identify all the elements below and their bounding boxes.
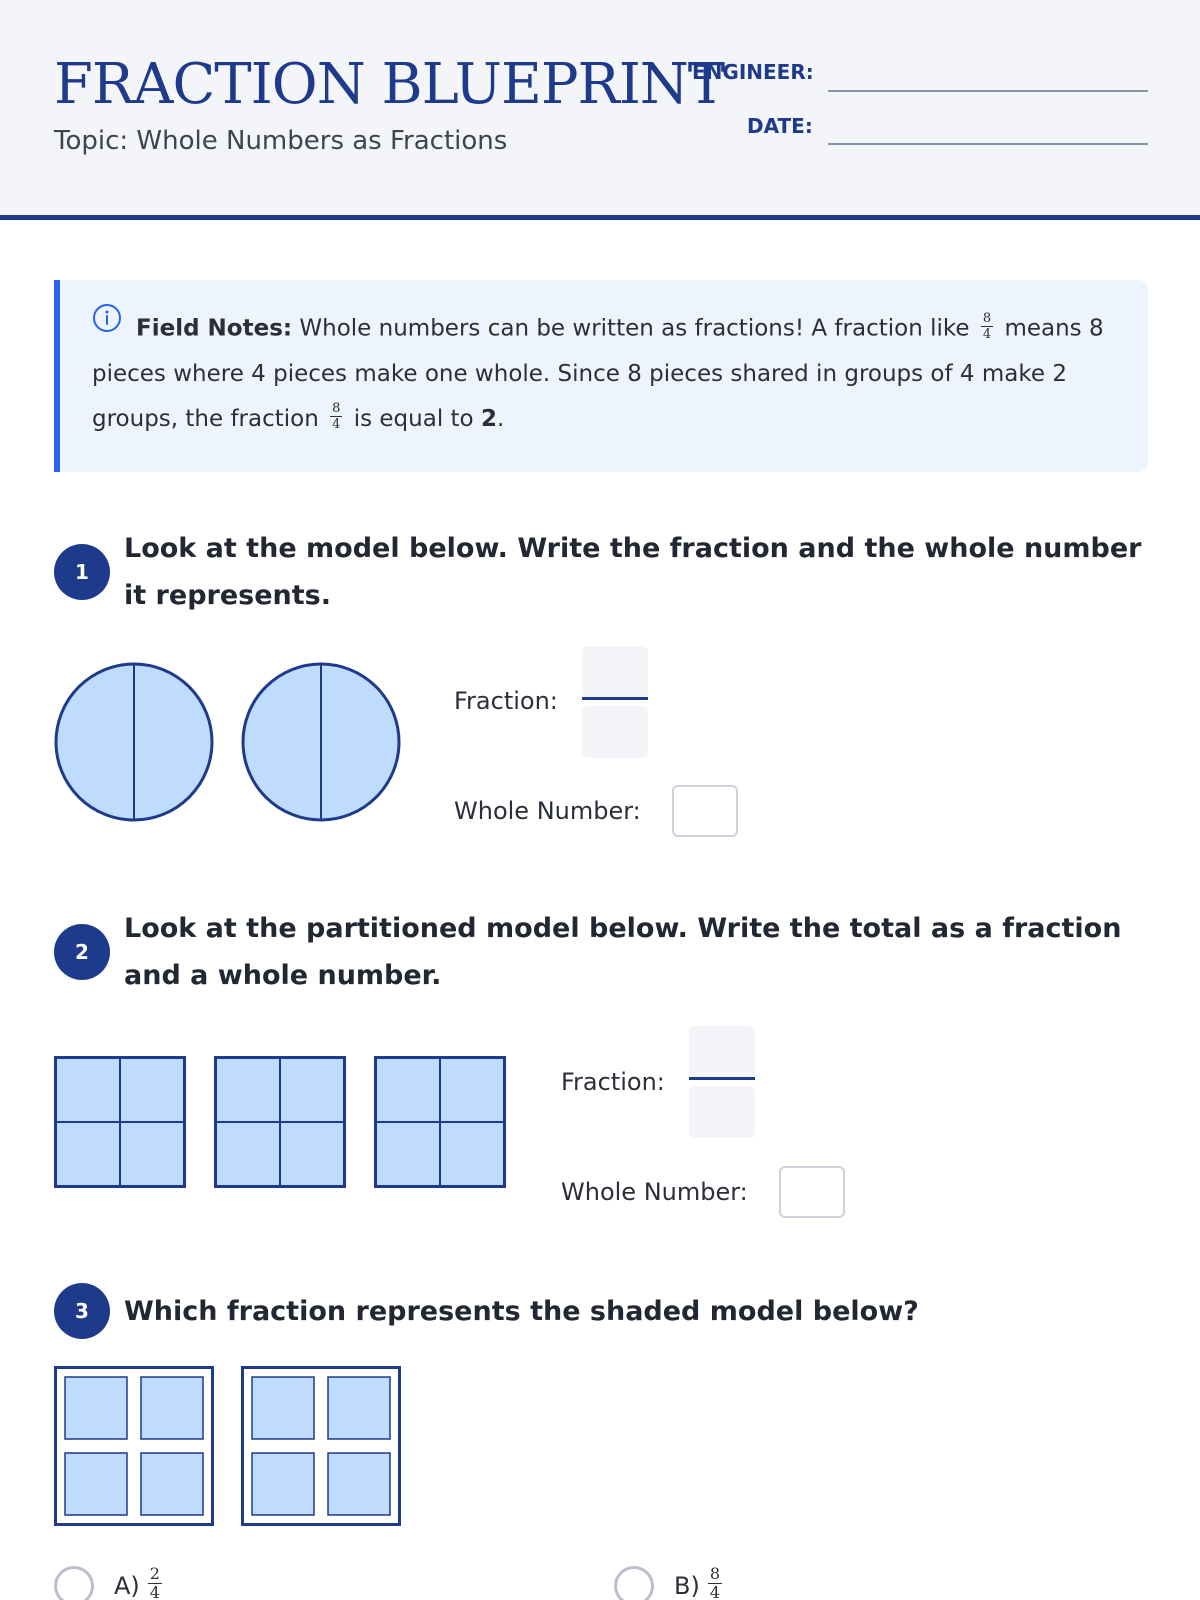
whole-number-label: Whole Number: — [454, 797, 641, 825]
notes-text-2: means 8 pieces where 4 pieces make one whole. Since 8 pieces shared in groups of 4 make 2 groups, the fraction — [92, 315, 1104, 432]
whole-number-input[interactable] — [779, 1166, 845, 1218]
field-notes-heading: Field Notes: — [136, 315, 293, 342]
notes-bold-value: 2 — [480, 406, 497, 432]
tile-model-2 — [241, 1366, 401, 1526]
numerator-input[interactable] — [689, 1026, 755, 1078]
square-model-2 — [214, 1056, 346, 1188]
question-2-text: Look at the partitioned model below. Write the total as a fraction and a whole number. — [124, 913, 1122, 991]
page-title: FRACTION BLUEPRINT — [54, 52, 725, 117]
fraction-label: Fraction: — [454, 687, 558, 715]
date-line[interactable] — [828, 143, 1148, 145]
fraction-label: Fraction: — [561, 1068, 665, 1096]
notes-text-3: is equal to — [353, 406, 474, 432]
engineer-label: ENGINEER: — [692, 60, 814, 84]
radio-button[interactable] — [614, 1566, 654, 1600]
circle-model-1 — [54, 662, 214, 822]
option-a[interactable] — [54, 1563, 166, 1600]
fraction-bar — [689, 1077, 755, 1080]
numerator-input[interactable] — [582, 646, 648, 698]
question-number-badge: 3 — [54, 1283, 110, 1339]
circle-model-2 — [241, 662, 401, 822]
option-letter: B) — [674, 1572, 700, 1600]
option-b[interactable] — [614, 1563, 726, 1600]
tile-model-1 — [54, 1366, 214, 1526]
fraction-bar — [582, 697, 648, 700]
engineer-name-line[interactable] — [828, 90, 1148, 92]
fraction-8-over-4: $\frac{8}{4}$ — [982, 310, 992, 342]
question-3-text: Which fraction represents the shaded model below? — [124, 1296, 919, 1327]
option-letter: A) — [114, 1572, 140, 1600]
option-fraction: $\frac{2}{4}$ — [149, 1563, 160, 1600]
topic-subtitle: Topic: Whole Numbers as Fractions — [54, 126, 508, 156]
denominator-input[interactable] — [582, 706, 648, 758]
denominator-input[interactable] — [689, 1086, 755, 1138]
question-number-badge: 1 — [54, 544, 110, 600]
square-model-3 — [374, 1056, 506, 1188]
question-number-badge: 2 — [54, 924, 110, 980]
question-1-text: Look at the model below. Write the fraction and the whole number it represents. — [124, 533, 1142, 611]
whole-number-input[interactable] — [672, 785, 738, 837]
radio-button[interactable] — [54, 1566, 94, 1600]
whole-number-label: Whole Number: — [561, 1178, 748, 1206]
square-model-1 — [54, 1056, 186, 1188]
worksheet-header — [0, 0, 1200, 220]
fraction-8-over-4: $\frac{8}{4}$ — [332, 401, 341, 432]
date-label: DATE: — [747, 114, 813, 138]
info-icon — [92, 303, 122, 349]
notes-text-1: Whole numbers can be written as fractions! A fraction like — [299, 315, 970, 342]
field-notes-callout: Field Notes: Whole numbers can be written as fractions! A fraction like $\frac{8}{4}$ means 8 pieces where 4 pieces make one whole. Since 8 pieces shared in groups of 4 make 2 groups, the fraction $\frac{8}{4}$ is equal to 2. — [54, 280, 1148, 472]
option-fraction: $\frac{8}{4}$ — [709, 1563, 721, 1600]
